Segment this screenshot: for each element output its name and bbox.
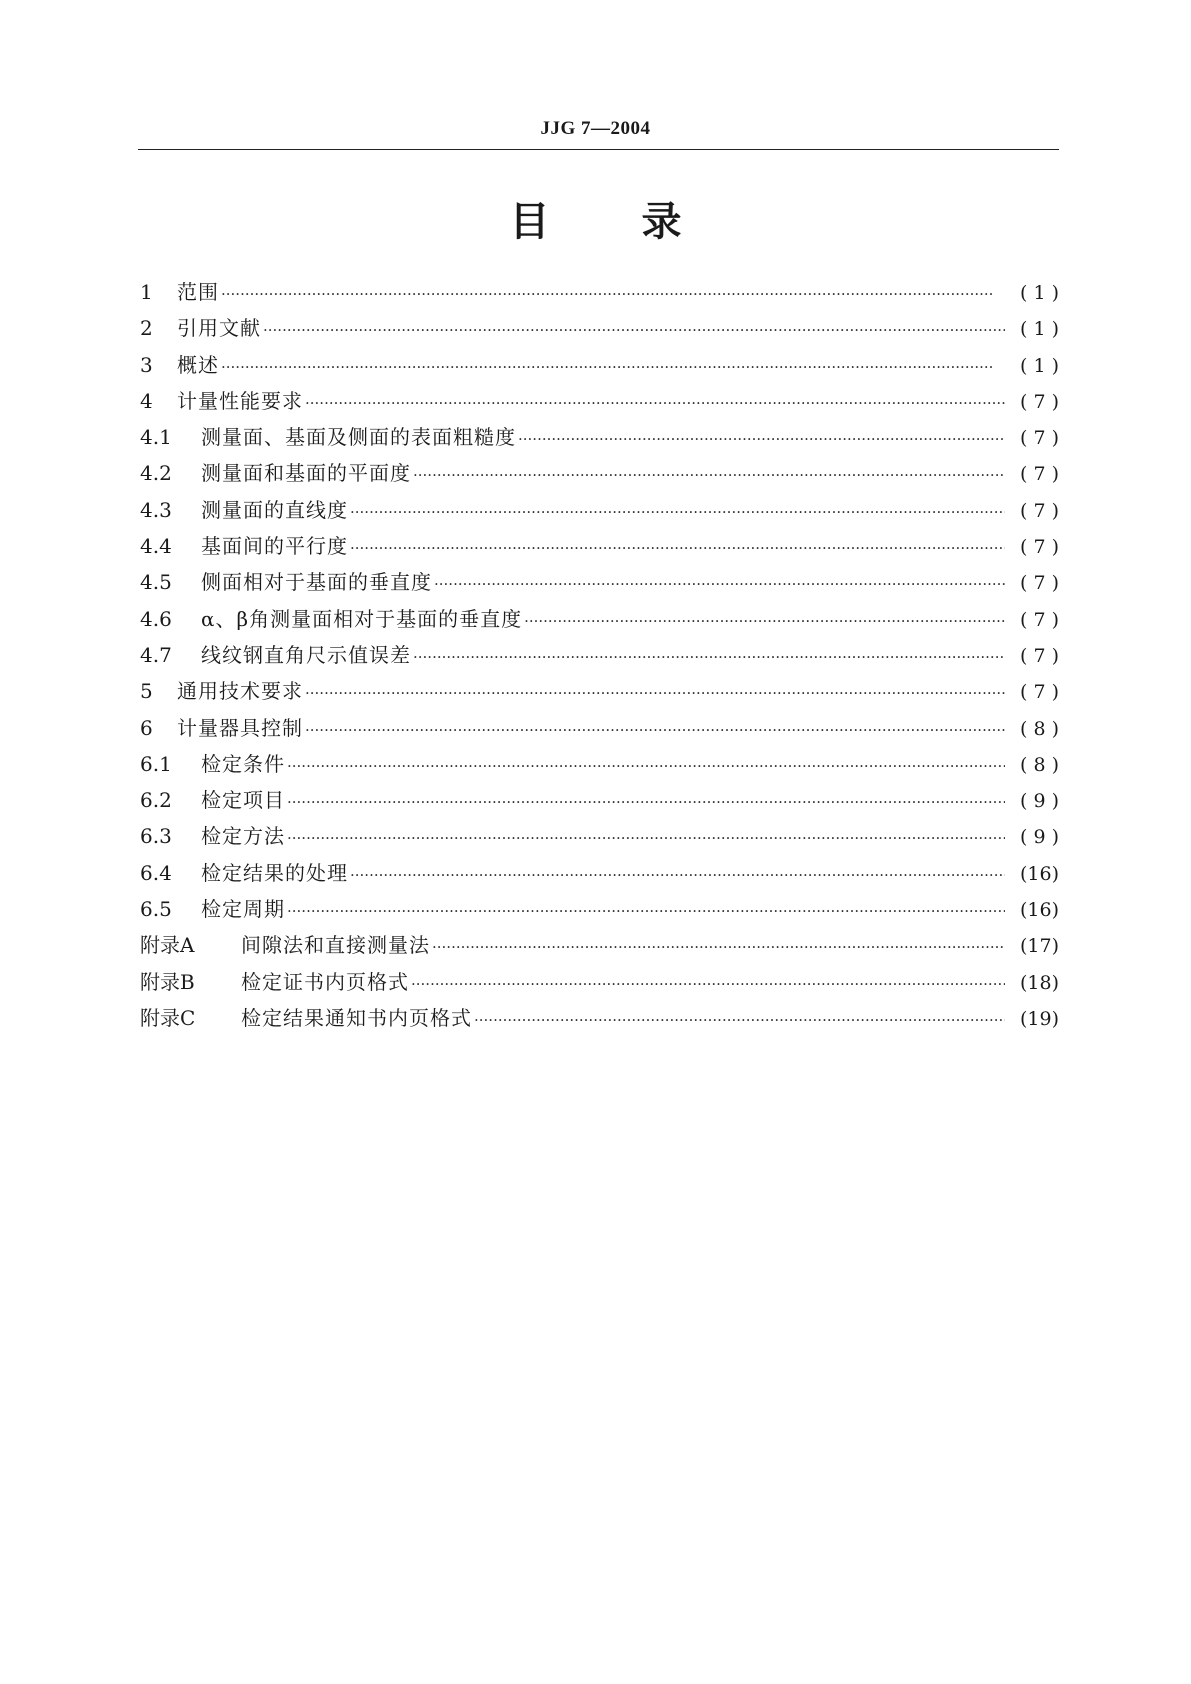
- toc-entry-title: 计量性能要求: [177, 388, 303, 413]
- toc-entry-number: 4.2: [140, 461, 172, 486]
- toc-entry-page: ( 7 ): [1020, 681, 1059, 704]
- toc-entry-page: ( 7 ): [1020, 644, 1059, 667]
- toc-entry-title: 测量面的直线度: [201, 497, 348, 522]
- toc-dot-leader: [411, 975, 1005, 993]
- toc-dot-leader: [474, 1011, 1005, 1029]
- toc-entry[interactable]: [140, 530, 1059, 566]
- toc-entry-page: ( 7 ): [1020, 536, 1059, 559]
- toc-entry[interactable]: [140, 675, 1059, 711]
- toc-entry-page: ( 7 ): [1020, 463, 1059, 486]
- toc-entry-title: 检定结果的处理: [201, 860, 348, 885]
- toc-dot-leader: [350, 503, 1005, 521]
- toc-entry[interactable]: [140, 349, 1059, 385]
- toc-entry-page: (16): [1019, 862, 1059, 885]
- toc-entry-title: 引用文献: [177, 316, 261, 341]
- toc-dot-leader: [287, 902, 1005, 920]
- toc-dot-leader: [287, 757, 1005, 775]
- toc-title: [0, 198, 1191, 246]
- toc-entry-title: 通用技术要求: [177, 679, 303, 704]
- toc-entry-number: 1: [140, 280, 153, 304]
- toc-title-char-1: 目: [509, 199, 550, 245]
- toc-entry-number: 6.5: [140, 897, 172, 922]
- toc-dot-leader: [221, 285, 1005, 303]
- toc-entry[interactable]: [140, 712, 1059, 748]
- toc-dot-leader: [305, 684, 1005, 702]
- toc-entry-page: ( 1 ): [1020, 282, 1059, 304]
- toc-entry[interactable]: [140, 929, 1059, 965]
- header-rule: [138, 149, 1059, 150]
- toc-dot-leader: [221, 358, 1005, 376]
- toc-entry-title: 侧面相对于基面的垂直度: [201, 570, 432, 595]
- running-header: JJG 7—2004: [540, 118, 651, 139]
- toc-entry-page: ( 1 ): [1020, 354, 1059, 377]
- toc-entry-title: 检定项目: [201, 788, 285, 813]
- toc-entry-title: 概述: [177, 352, 219, 377]
- toc-entry[interactable]: [140, 784, 1059, 820]
- toc-entry-title: 检定方法: [201, 824, 285, 849]
- toc-dot-leader: [305, 721, 1005, 739]
- toc-entry[interactable]: [140, 421, 1059, 457]
- toc-entry-number: 4.1: [140, 425, 172, 450]
- toc-dot-leader: [432, 938, 1005, 956]
- toc-dot-leader: [413, 648, 1005, 666]
- toc-entry[interactable]: [140, 603, 1059, 639]
- toc-entry[interactable]: [140, 1002, 1059, 1038]
- toc-entry-page: ( 9 ): [1020, 826, 1059, 849]
- toc-entry-title: 测量面和基面的平面度: [201, 461, 411, 486]
- toc-entry-number: 附录B: [140, 969, 195, 994]
- toc-dot-leader: [263, 321, 1005, 339]
- toc-entry-title: 基面间的平行度: [201, 534, 348, 559]
- toc-entry[interactable]: [140, 639, 1059, 675]
- toc-entry[interactable]: [140, 893, 1059, 929]
- toc-entry-number: 6.3: [140, 824, 172, 849]
- toc-entry[interactable]: [140, 457, 1059, 493]
- toc-dot-leader: [350, 866, 1005, 884]
- toc-entry-number: 4: [140, 388, 153, 413]
- toc-entry-title: 计量器具控制: [177, 715, 303, 740]
- toc-dot-leader: [287, 829, 1005, 847]
- toc-entry-number: 4.4: [140, 534, 172, 559]
- toc-entry-number: 6: [140, 715, 153, 740]
- toc-entry-page: (18): [1019, 971, 1059, 994]
- toc-entry-page: ( 9 ): [1020, 790, 1059, 813]
- toc-entry-title: 检定周期: [201, 897, 285, 922]
- toc-entry[interactable]: [140, 966, 1059, 1002]
- toc-entry-number: 附录A: [140, 933, 195, 958]
- toc-entry-page: ( 7 ): [1020, 608, 1059, 631]
- toc-entry[interactable]: [140, 748, 1059, 784]
- toc-entry-title: 测量面、基面及侧面的表面粗糙度: [201, 425, 516, 450]
- toc-entry-page: ( 8 ): [1020, 717, 1059, 740]
- toc-dot-leader: [305, 394, 1005, 412]
- toc-title-char-2: 录: [641, 199, 682, 245]
- toc-entry-title: 范围: [177, 280, 219, 304]
- toc-entry-title: 线纹钢直角尺示值误差: [201, 642, 411, 667]
- toc-entry-number: 6.4: [140, 860, 172, 885]
- toc-entry-page: ( 7 ): [1020, 499, 1059, 522]
- toc-entry-number: 6.2: [140, 788, 172, 813]
- toc-entry-number: 6.1: [140, 751, 172, 776]
- toc-entry-number: 5: [140, 679, 153, 704]
- toc-entry-page: ( 7 ): [1020, 572, 1059, 595]
- toc-entry-page: (17): [1019, 935, 1059, 958]
- toc-entry-number: 4.6: [140, 606, 172, 631]
- toc-dot-leader: [350, 539, 1005, 557]
- toc-entry-number: 附录C: [140, 1005, 196, 1030]
- toc-entry[interactable]: [140, 312, 1059, 348]
- toc-entry[interactable]: [140, 566, 1059, 602]
- toc-dot-leader: [413, 466, 1005, 484]
- toc-entry[interactable]: [140, 857, 1059, 893]
- toc-entry-number: 4.7: [140, 642, 172, 667]
- toc-entry[interactable]: [140, 820, 1059, 856]
- toc-entry-number: 4.3: [140, 497, 172, 522]
- toc-entry-number: 4.5: [140, 570, 172, 595]
- toc-entry-page: (19): [1019, 1007, 1059, 1030]
- toc-entry[interactable]: [140, 494, 1059, 530]
- toc-entry-title: 检定条件: [201, 751, 285, 776]
- toc-entry-number: 2: [140, 316, 153, 341]
- toc-entry-page: ( 7 ): [1020, 427, 1059, 450]
- toc-dot-leader: [524, 612, 1005, 630]
- toc-dot-leader: [518, 430, 1005, 448]
- toc-entry-title: α、β角测量面相对于基面的垂直度: [201, 606, 523, 631]
- toc-entry-title: 检定结果通知书内页格式: [241, 1005, 472, 1030]
- toc-entry-number: 3: [140, 352, 153, 377]
- toc-entry-page: (16): [1019, 899, 1059, 922]
- toc-dot-leader: [287, 793, 1005, 811]
- toc-entry[interactable]: [140, 385, 1059, 421]
- toc-entry-title: 检定证书内页格式: [241, 969, 409, 994]
- toc-dot-leader: [434, 575, 1005, 593]
- toc-entry-title: 间隙法和直接测量法: [241, 933, 430, 958]
- toc-entry[interactable]: [140, 276, 1059, 312]
- toc-entry-page: ( 8 ): [1020, 753, 1059, 776]
- toc-list: [140, 276, 1059, 1038]
- toc-entry-page: ( 1 ): [1020, 318, 1059, 341]
- toc-entry-page: ( 7 ): [1020, 390, 1059, 413]
